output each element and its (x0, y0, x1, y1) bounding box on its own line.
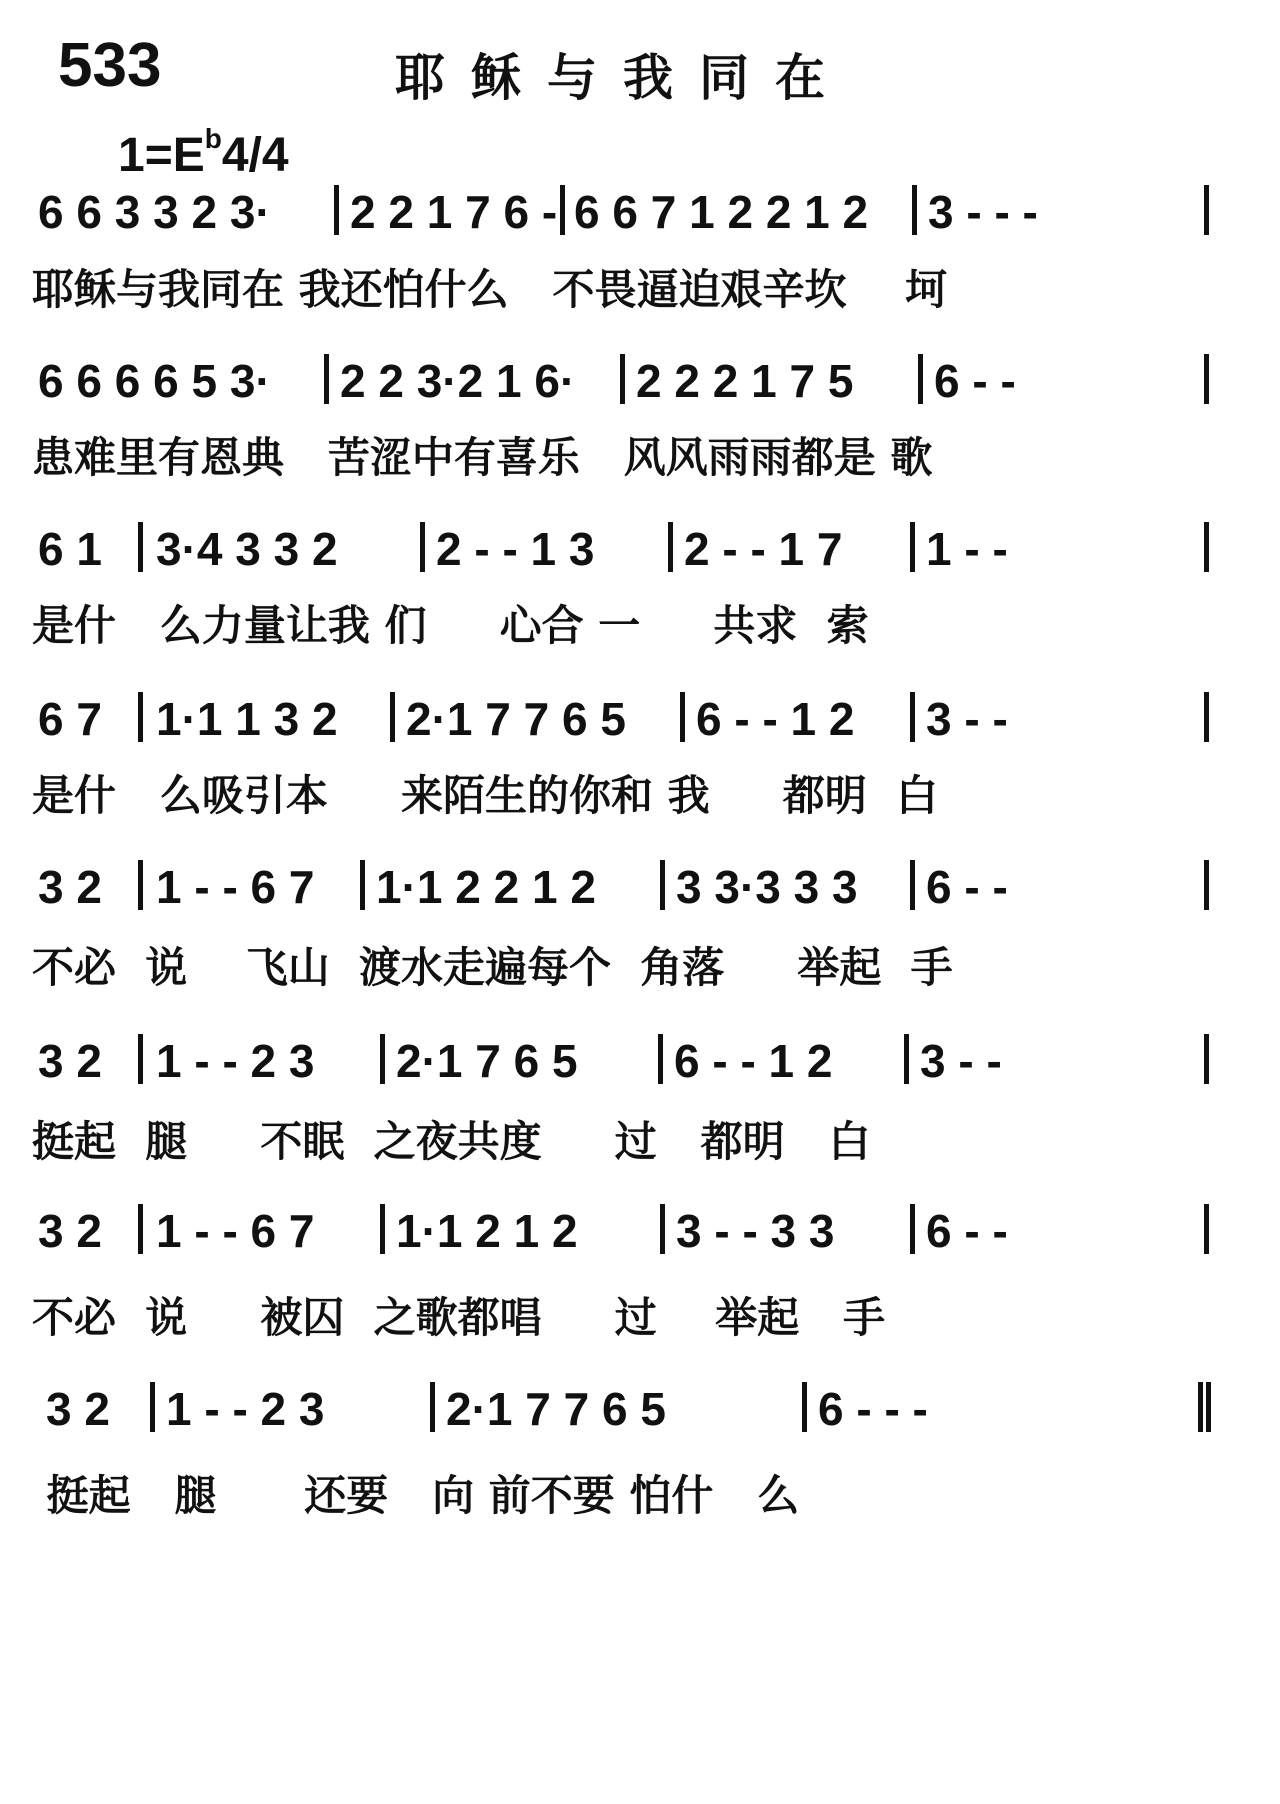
barline (138, 692, 143, 742)
measure: 3 2 (38, 1035, 102, 1087)
measure: 1 - - 6 7 (156, 861, 315, 913)
barline (334, 185, 339, 235)
lyric-line-5: 不必 说 飞山 渡水走遍每个 角落 举起 手 (32, 943, 953, 992)
music-line-8 (38, 1380, 1213, 1440)
lyric-line-6: 挺起 腿 不眠 之夜共度 过 都明 白 (32, 1117, 871, 1166)
barline (668, 522, 673, 572)
measure: 3 - - - (928, 186, 1038, 238)
hymn-number: 533 (58, 31, 162, 100)
barline (680, 692, 685, 742)
measure: 1·1 2 2 1 2 (376, 861, 596, 913)
measure: 2 - - 1 3 (436, 523, 595, 575)
measure: 2 2 1 7 6 - (350, 186, 558, 238)
barline (1204, 692, 1209, 742)
barline (138, 522, 143, 572)
barline (918, 354, 923, 404)
measure: 6 6 3 3 2 3· (38, 186, 271, 238)
music-line-5 (38, 858, 1213, 918)
measure: 3 2 (46, 1383, 110, 1435)
measure: 2·1 7 6 5 (396, 1035, 578, 1087)
measure: 1 - - 2 3 (166, 1383, 325, 1435)
music-line-4 (38, 690, 1213, 750)
time-signature: 4/4 (221, 129, 289, 182)
measure: 2 2 3·2 1 6· (340, 355, 576, 407)
measure: 3·4 3 3 2 (156, 523, 338, 575)
barline (390, 692, 395, 742)
barline (660, 1204, 665, 1254)
barline (430, 1382, 435, 1432)
barline (910, 860, 915, 910)
measure: 6 6 6 6 5 3· (38, 355, 271, 407)
measure: 6 1 (38, 523, 102, 575)
barline (658, 1034, 663, 1084)
barline (138, 1204, 143, 1254)
barline (380, 1034, 385, 1084)
music-line-2 (38, 352, 1213, 412)
measure: 2 - - 1 7 (684, 523, 843, 575)
measure: 1·1 1 3 2 (156, 693, 338, 745)
measure: 6 - - (926, 1205, 1008, 1257)
measure: 6 - - 1 2 (674, 1035, 833, 1087)
flat-sign: b (204, 123, 222, 154)
barline (1204, 860, 1209, 910)
music-line-6 (38, 1032, 1213, 1092)
lyric-line-2: 患难里有恩典 苦涩中有喜乐 风风雨雨都是 歌 (32, 433, 933, 482)
barline (904, 1034, 909, 1084)
measure: 1 - - 6 7 (156, 1205, 315, 1257)
measure: 1 - - 2 3 (156, 1035, 315, 1087)
barline (1204, 354, 1209, 404)
barline (912, 185, 917, 235)
measure: 6 - - (926, 861, 1008, 913)
measure: 2·1 7 7 6 5 (406, 693, 626, 745)
measure: 6 - - 1 2 (696, 693, 855, 745)
barline (420, 522, 425, 572)
measure: 1·1 2 1 2 (396, 1205, 578, 1257)
measure: 6 - - (934, 355, 1016, 407)
barline (802, 1382, 807, 1432)
lyric-line-7: 不必 说 被囚 之歌都唱 过 举起 手 (32, 1293, 886, 1342)
barline (380, 1204, 385, 1254)
barline (560, 185, 565, 235)
barline (138, 860, 143, 910)
music-line-1 (38, 183, 1213, 243)
barline (620, 354, 625, 404)
barline (150, 1382, 155, 1432)
barline (1204, 522, 1209, 572)
lyric-line-4: 是什 么吸引本 来陌生的你和 我 都明 白 (32, 771, 938, 820)
measure: 3 2 (38, 1205, 102, 1257)
hymn-title: 耶稣与我同在 (395, 49, 851, 107)
measure: 3 - - 3 3 (676, 1205, 835, 1257)
measure: 2 2 2 1 7 5 (636, 355, 854, 407)
lyric-line-3: 是什 么力量让我 们 心合 一 共求 索 (32, 601, 869, 650)
barline (660, 860, 665, 910)
barline (138, 1034, 143, 1084)
music-line-7 (38, 1202, 1213, 1262)
barline (360, 860, 365, 910)
final-barline (1198, 1382, 1211, 1432)
measure: 3 3·3 3 3 (676, 861, 858, 913)
measure: 3 2 (38, 861, 102, 913)
key-prefix: 1=E (118, 129, 205, 182)
lyric-line-1: 耶稣与我同在 我还怕什么 不畏逼迫艰辛坎 坷 (32, 265, 947, 314)
measure: 2·1 7 7 6 5 (446, 1383, 666, 1435)
measure: 1 - - (926, 523, 1008, 575)
barline (910, 522, 915, 572)
barline (1204, 1034, 1209, 1084)
measure: 6 6 7 1 2 2 1 2 (574, 186, 869, 238)
measure: 3 - - (926, 693, 1008, 745)
barline (1204, 185, 1209, 235)
barline (910, 692, 915, 742)
key-signature (118, 123, 289, 183)
lyric-line-8: 挺起 腿 还要 向 前不要 怕什 么 (32, 1471, 800, 1520)
music-line-3 (38, 520, 1213, 580)
barline (1204, 1204, 1209, 1254)
measure: 3 - - (920, 1035, 1002, 1087)
barline (910, 1204, 915, 1254)
measure: 6 7 (38, 693, 102, 745)
barline (324, 354, 329, 404)
measure: 6 - - - (818, 1383, 928, 1435)
